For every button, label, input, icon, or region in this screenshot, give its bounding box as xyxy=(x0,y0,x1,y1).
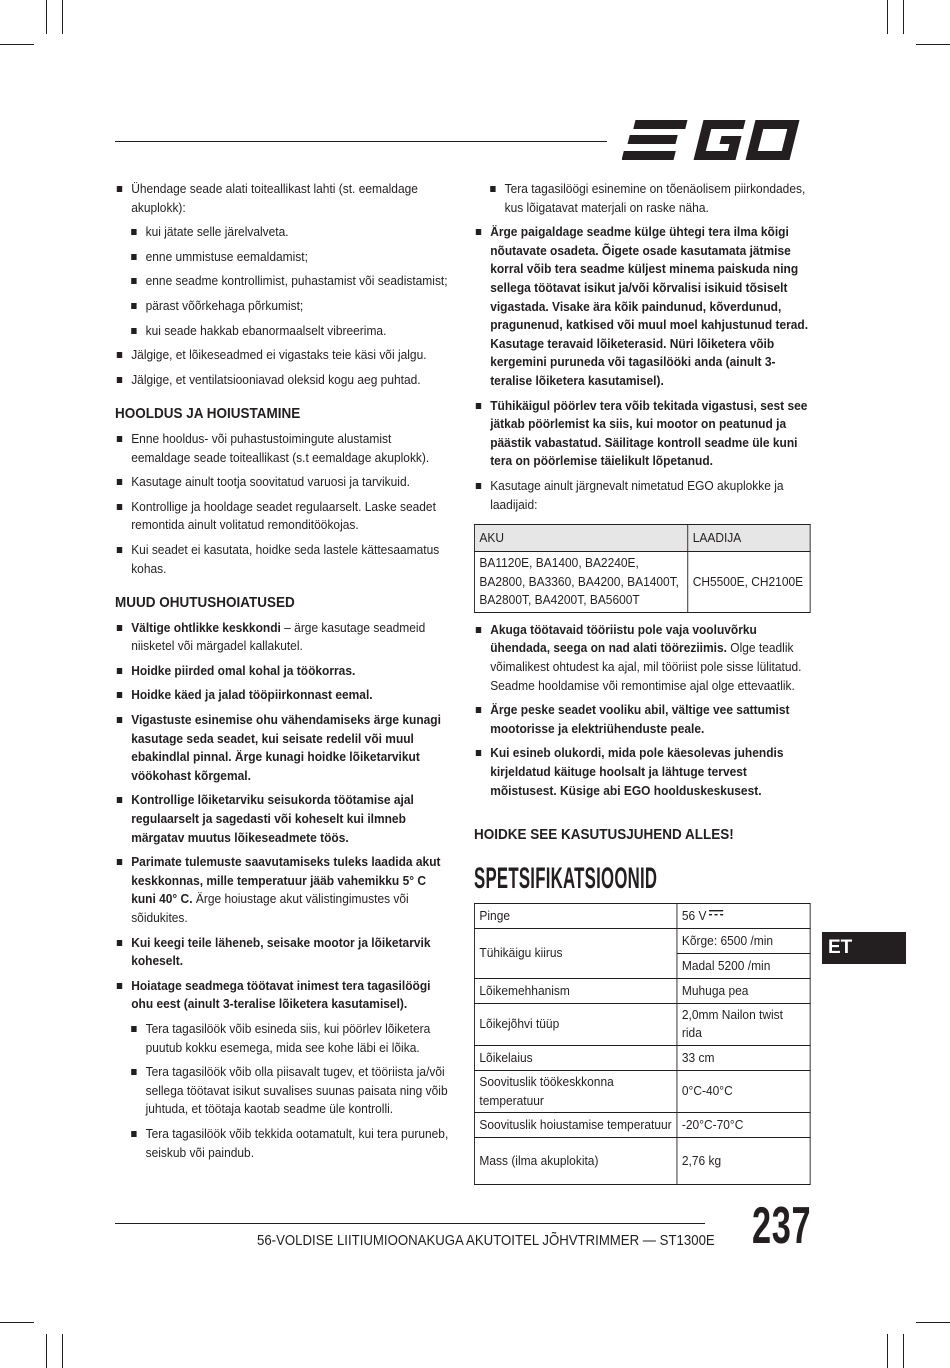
table-header-row xyxy=(474,525,810,552)
list-item: Kui seadet ei kasutata, hoidke seda lastele kättesaamatus kohas. xyxy=(115,541,450,578)
table-header-cell: AKU xyxy=(474,525,687,552)
spec-label: Mass (ilma akuplokita) xyxy=(474,1138,677,1185)
list-item: Ärge paigaldage seadme külge ühtegi tera ilma kõigi nõutavate osadeta. Õigete osade kasutamata jätmise korral võib tera seadme küljest minema paiskuda ning sellega töötavat isikut ja/või kõrvalisi isikuid tõsiselt vigastada. Visake ära kõik paindunud, kõverdunud, pragunenud, katkised või muul moel kahjustunud terad. Kasutage teravaid lõiketerasid. Nüri lõiketera võib kergemini puruneda või tagasilööki anda (ainult 3-teralise lõiketera kasutamisel). xyxy=(474,223,812,390)
table-row xyxy=(474,1046,810,1071)
sub-list-item: Tera tagasilöök võib esineda siis, kui pöörlev lõiketera puutub kokku esemega, mida see kohe läbi ei lõika. xyxy=(129,1020,449,1057)
list-item xyxy=(115,853,450,927)
list-item: Kui keegi teile läheneb, seisake mootor ja lõiketarvik koheselt. xyxy=(115,934,450,971)
table-row xyxy=(474,1113,810,1138)
language-tab: ET xyxy=(822,932,906,964)
sub-list-item: kui seade hakkab ebanormaalselt vibreerima. xyxy=(129,322,449,341)
list-item: Kontrollige lõiketarviku seisukorda töötamise ajal regulaarselt ja sagedasti või koheselt kui ilmneb märgatav muutus lõikeseadmete töös. xyxy=(115,791,450,847)
spec-value: 2,76 kg xyxy=(677,1138,810,1185)
bold-text: Vältige ohtlikke keskkondi xyxy=(131,619,281,635)
keep-manual-notice: HOIDKE SEE KASUTUSJUHEND ALLES! xyxy=(474,826,734,844)
sub-list-item: Tera tagasilöök võib tekkida ootamatult, kui tera puruneb, seiskub või paindub. xyxy=(129,1125,449,1162)
dc-symbol-icon xyxy=(709,910,723,916)
crop-mark xyxy=(916,44,950,45)
list-item xyxy=(474,621,812,695)
crop-mark xyxy=(62,0,63,34)
spec-label: Lõikelaius xyxy=(474,1046,677,1071)
sub-list-item: Tera tagasilöök võib olla piisavalt tugev, et tööriista ja/või sellega töötavat isikut suvalises suunas paisata ning võib juhtuda, et töötaja kaotab seadme üle kontrolli. xyxy=(129,1063,449,1119)
spec-value: -20°C-70°C xyxy=(677,1113,810,1138)
table-row xyxy=(474,903,810,928)
sub-list-item: enne ummistuse eemaldamist; xyxy=(129,248,449,267)
spec-value: Muhuga pea xyxy=(677,978,810,1003)
page-number: 237 xyxy=(752,1197,812,1255)
list-item: Kui esineb olukordi, mida pole käesolevas juhendis kirjeldatud käituge hoolsalt ja lähtuge tervest mõistusest. Küsige abi EGO hoolduskeskusest. xyxy=(474,744,812,800)
crop-mark xyxy=(46,0,47,34)
sub-list-item: Tera tagasilöögi esinemine on tõenäolisem piirkondades, kus lõigatavat materjali on raske näha. xyxy=(488,180,811,217)
sub-list-item: pärast võõrkehaga põrkumist; xyxy=(129,297,449,316)
sub-list-item: kui jätate selle järelvalveta. xyxy=(129,223,449,242)
crop-mark xyxy=(0,44,34,45)
section-heading-other-warnings: MUUD OHUTUSHOIATUSED xyxy=(115,594,295,612)
table-cell: BA1120E, BA1400, BA2240E, BA2800, BA3360, BA4200, BA1400T, BA2800T, BA4200T, BA5600T xyxy=(474,552,687,613)
crop-mark xyxy=(46,1334,47,1368)
specifications-table xyxy=(474,903,811,1185)
list-item: Enne hooldus- või puhastustoimingute alustamist eemaldage seade toiteallikast (s.t eemaldage akuplokk). xyxy=(115,430,450,467)
crop-mark xyxy=(916,1322,950,1323)
table-row xyxy=(474,978,810,1003)
table-cell: CH5500E, CH2100E xyxy=(688,552,810,613)
list-item: Kasutage ainult tootja soovitatud varuosi ja tarvikuid. xyxy=(115,473,450,492)
list-item: Hoiatage seadmega töötavat inimest tera tagasilöögi ohu eest (ainult 3-teralise lõiketera kasutamisel). xyxy=(115,977,450,1014)
spec-label: Tühikäigu kiirus xyxy=(474,928,677,978)
table-row xyxy=(474,1003,810,1045)
footer-text: 56-VOLDISE LIITIUMIOONAKUGA AKUTOITEL JÕHVTRIMMER — ST1300E xyxy=(257,1232,715,1249)
crop-mark xyxy=(62,1334,63,1368)
crop-mark xyxy=(887,0,888,34)
list-item xyxy=(115,619,450,656)
table-row xyxy=(474,928,810,953)
crop-mark xyxy=(0,1322,34,1323)
list-item: Kontrollige ja hooldage seadet regulaarselt. Laske seadet remontida ainult volitatud remonditöökojas. xyxy=(115,498,450,535)
spec-value: 0°C-40°C xyxy=(677,1071,810,1113)
spec-value: 2,0mm Nailon twist rida xyxy=(677,1003,810,1045)
bold-text: Akuga töötavaid tööriistu pole vaja vooluvõrku ühendada, seega on nad alati tööreziimis. xyxy=(490,621,757,656)
list-item: Jälgige, et ventilatsiooniavad oleksid kogu aeg puhtad. xyxy=(115,371,450,390)
list-item: Kasutage ainult järgnevalt nimetatud EGO akuplokke ja laadijaid: xyxy=(474,477,812,514)
section-heading-maintenance: HOOLDUS JA HOIUSTAMINE xyxy=(115,405,301,423)
right-column xyxy=(474,180,812,1185)
regular-text: Ärge hoiustage akut välistingimustes või sõidukites. xyxy=(131,891,409,925)
list-item: Ühendage seade alati toiteallikast lahti (st. eemaldage akuplokk): xyxy=(115,180,450,217)
list-item: Ärge peske seadet vooliku abil, vältige vee sattumist mootorisse ja elektriühenduste peale. xyxy=(474,701,812,738)
spec-label: Lõikemehhanism xyxy=(474,978,677,1003)
list-item: Vigastuste esinemise ohu vähendamiseks ärge kunagi kasutage seda seadet, kui seisate redelil või muul ebakindlal pinnal. Ärge kunagi hoidke lõiketarvikut vöökohast kõrgemal. xyxy=(115,711,450,785)
spec-label: Pinge xyxy=(474,903,677,928)
spec-value: Kõrge: 6500 /min xyxy=(677,928,810,953)
spec-value xyxy=(677,903,810,928)
spec-label: Lõikejõhvi tüüp xyxy=(474,1003,677,1045)
list-item: Hoidke piirded omal kohal ja töökorras. xyxy=(115,662,450,681)
table-row xyxy=(474,1071,810,1113)
specifications-heading: SPETSIFIKATSIOONID xyxy=(474,861,658,895)
left-column xyxy=(115,180,450,1168)
battery-charger-table xyxy=(474,524,811,613)
crop-mark xyxy=(903,0,904,34)
list-item: Jälgige, et lõikeseadmed ei vigastaks teie käsi või jalgu. xyxy=(115,346,450,365)
list-item: Tühikäigul pöörlev tera võib tekitada vigastusi, sest see jätkab pöörlemist ka siis, kui mootor on peatunud ja päästik vabastatud. Säilitage kontroll seadme üle kuni tera on pöörlemise täielikult lõpetanud. xyxy=(474,397,812,471)
sub-list-item: enne seadme kontrollimist, puhastamist või seadistamist; xyxy=(129,272,449,291)
footer-rule xyxy=(115,1223,705,1224)
spec-value-text: 56 V xyxy=(681,907,707,923)
regular-text: Olge teadlik võimalikest ohtudest ka ajal, mil tööriist pole sisse lülitatud. Seadme hooldamise või remontimise ajal olge ettevaatlik. xyxy=(490,640,802,693)
header-rule xyxy=(115,141,607,142)
crop-mark xyxy=(887,1334,888,1368)
spec-label: Soovituslik töökeskkonna temperatuur xyxy=(474,1071,677,1113)
list-item: Hoidke käed ja jalad tööpiirkonnast eemal. xyxy=(115,686,450,705)
ego-logo xyxy=(622,118,812,162)
spec-label: Soovituslik hoiustamise temperatuur xyxy=(474,1113,677,1138)
spec-value: 33 cm xyxy=(677,1046,810,1071)
bold-text: Parimate tulemuste saavutamiseks tuleks laadida akut keskkonnas, mille temperatuur jääb vahemikku 5° C kuni 40° C. xyxy=(131,854,441,907)
spec-value: Madal 5200 /min xyxy=(677,953,810,978)
crop-mark xyxy=(903,1334,904,1368)
regular-text: – ärge kasutage seadmeid niisketel või märgadel kallakutel. xyxy=(131,619,426,654)
table-header-cell: LAADIJA xyxy=(688,525,810,552)
table-row xyxy=(474,552,810,613)
table-row xyxy=(474,1138,810,1185)
